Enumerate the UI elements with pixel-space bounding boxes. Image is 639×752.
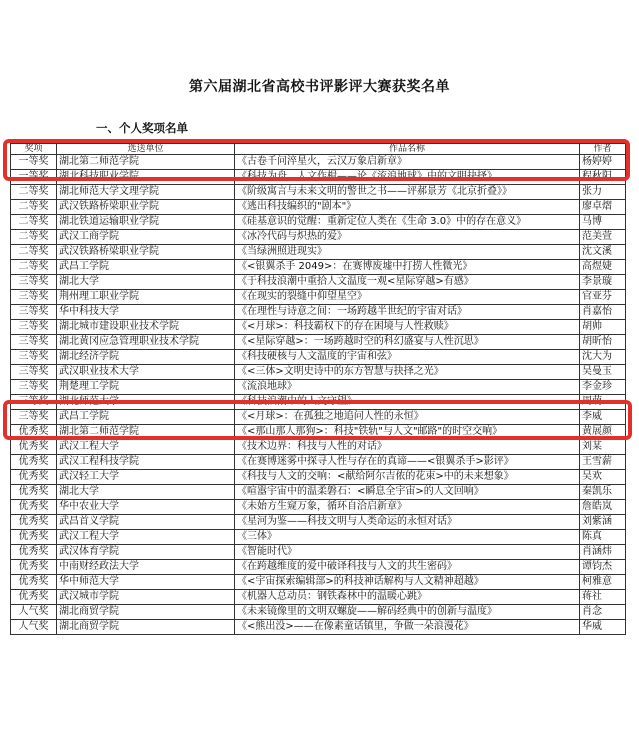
cell-author: 黄展颜 [580, 425, 626, 440]
cell-award: 三等奖 [11, 305, 57, 320]
cell-author: 胡昕怡 [580, 335, 626, 350]
table-row [11, 500, 626, 515]
cell-author: 马博 [580, 215, 626, 230]
table-row [11, 185, 626, 200]
cell-work: 《技术边界：科技与人性的对话》 [235, 440, 580, 455]
cell-author: 华威 [580, 620, 626, 635]
section-title: 一、个人奖项名单 [96, 121, 188, 135]
cell-award: 二等奖 [11, 245, 57, 260]
table-row [11, 380, 626, 395]
cell-unit: 中南财经政法大学 [57, 560, 235, 575]
table-row [11, 590, 626, 605]
cell-award: 二等奖 [11, 230, 57, 245]
cell-award: 优秀奖 [11, 440, 57, 455]
cell-award: 优秀奖 [11, 500, 57, 515]
table-row [11, 305, 626, 320]
cell-unit: 武汉工程大学 [57, 530, 235, 545]
table-row [11, 620, 626, 635]
cell-work: 《科技为舟，人文作楫——论《流浪地球》中的文明抉择》 [235, 170, 580, 185]
cell-unit: 武汉轻工大学 [57, 470, 235, 485]
cell-award: 优秀奖 [11, 545, 57, 560]
header-work: 作品名称 [235, 144, 580, 155]
table-header-row [11, 144, 626, 155]
cell-unit: 武汉铁路桥梁职业学院 [57, 245, 235, 260]
table-row [11, 515, 626, 530]
cell-unit: 湖北师范大学 [57, 395, 235, 410]
cell-work: 《<那山那人那狗>：科技"铁轨"与人文"邮路"的时空交响》 [235, 425, 580, 440]
cell-unit: 武汉工程科技学院 [57, 455, 235, 470]
cell-author: 吴曼玉 [580, 365, 626, 380]
table-row [11, 245, 626, 260]
cell-author: 肖嘉怡 [580, 305, 626, 320]
cell-work: 《智能时代》 [235, 545, 580, 560]
table-row [11, 440, 626, 455]
cell-work: 《三体》 [235, 530, 580, 545]
table-row [11, 230, 626, 245]
cell-work: 《<宇宙探索编辑部>的科技神话解构与人文精神超越》 [235, 575, 580, 590]
cell-award: 优秀奖 [11, 425, 57, 440]
table-row [11, 470, 626, 485]
table-row [11, 560, 626, 575]
cell-work: 《星河为鉴——科技文明与人类命运的永恒对话》 [235, 515, 580, 530]
cell-work: 《在跨越维度的爱中破译科技与人文的共生密码》 [235, 560, 580, 575]
cell-author: 谭钧杰 [580, 560, 626, 575]
cell-unit: 武昌工学院 [57, 260, 235, 275]
cell-author: 张力 [580, 185, 626, 200]
cell-award: 三等奖 [11, 320, 57, 335]
cell-unit: 湖北铁道运输职业学院 [57, 215, 235, 230]
cell-award: 二等奖 [11, 200, 57, 215]
table-row [11, 575, 626, 590]
header-author: 作者 [580, 144, 626, 155]
cell-author: 范美萱 [580, 230, 626, 245]
award-table [10, 143, 626, 635]
cell-award: 优秀奖 [11, 560, 57, 575]
cell-award: 优秀奖 [11, 515, 57, 530]
cell-work: 《流浪地球》 [235, 380, 580, 395]
cell-work: 《科技硬核与人文温度的宇宙和弦》 [235, 350, 580, 365]
cell-award: 优秀奖 [11, 590, 57, 605]
cell-work: 《阶级寓言与未来文明的警世之书——评郝景芳《北京折叠》》 [235, 185, 580, 200]
cell-award: 人气奖 [11, 620, 57, 635]
cell-work: 《<银翼杀手 2049>：在赛博废墟中打捞人性微光》 [235, 260, 580, 275]
cell-author: 秦凯乐 [580, 485, 626, 500]
cell-work: 《逃出科技编织的"剧本"》 [235, 200, 580, 215]
cell-award: 人气奖 [11, 605, 57, 620]
cell-award: 一等奖 [11, 155, 57, 170]
cell-award: 三等奖 [11, 380, 57, 395]
table-row [11, 260, 626, 275]
cell-work: 《在理性与诗意之间：一场跨越半世纪的宇宙对话》 [235, 305, 580, 320]
cell-award: 三等奖 [11, 365, 57, 380]
cell-unit: 湖北大学 [57, 275, 235, 290]
cell-author: 李景璇 [580, 275, 626, 290]
cell-unit: 湖北黄冈应急管理职业技术学院 [57, 335, 235, 350]
cell-author: 蒋社 [580, 590, 626, 605]
cell-author: 刘紫涵 [580, 515, 626, 530]
cell-unit: 荆楚理工学院 [57, 380, 235, 395]
cell-author: 廖卓熠 [580, 200, 626, 215]
cell-award: 二等奖 [11, 260, 57, 275]
cell-author: 吴欢 [580, 470, 626, 485]
cell-author: 沈大为 [580, 350, 626, 365]
table-row [11, 410, 626, 425]
cell-author: 刘某 [580, 440, 626, 455]
cell-unit: 武昌工学院 [57, 410, 235, 425]
cell-author: 李金珍 [580, 380, 626, 395]
cell-unit: 武汉城市学院 [57, 590, 235, 605]
cell-author: 李威 [580, 410, 626, 425]
cell-unit: 武汉体育学院 [57, 545, 235, 560]
table-row [11, 350, 626, 365]
table-row [11, 530, 626, 545]
cell-unit: 武汉职业技术大学 [57, 365, 235, 380]
cell-unit: 湖北商贸学院 [57, 620, 235, 635]
cell-work: 《当绿洲照进现实》 [235, 245, 580, 260]
cell-work: 《在赛博迷雾中探寻人性与存在的真谛——<银翼杀手>影评》 [235, 455, 580, 470]
cell-author: 官亚芬 [580, 290, 626, 305]
cell-unit: 湖北第二师范学院 [57, 425, 235, 440]
table-row [11, 200, 626, 215]
table-row [11, 155, 626, 170]
cell-work: 《于科技浪潮中重拾人文温度一观<星际穿越>有感》 [235, 275, 580, 290]
table-row [11, 425, 626, 440]
table-body [11, 155, 626, 635]
cell-award: 三等奖 [11, 350, 57, 365]
cell-work: 《喧嚣宇宙中的温柔磐石：<瞬息全宇宙>的人文回响》 [235, 485, 580, 500]
table-row [11, 455, 626, 470]
cell-work: 《古卷千问淬星火，云汉万象启新章》 [235, 155, 580, 170]
table-row [11, 275, 626, 290]
table-row [11, 335, 626, 350]
cell-work: 《未来镜像里的文明双螺旋——解码经典中的创新与温度》 [235, 605, 580, 620]
cell-work: 《<三体>文明史诗中的东方智慧与抉择之光》 [235, 365, 580, 380]
cell-author: 高煜婕 [580, 260, 626, 275]
cell-award: 三等奖 [11, 395, 57, 410]
cell-award: 优秀奖 [11, 485, 57, 500]
cell-work: 《机器人总动员：钢铁森林中的温暖心跳》 [235, 590, 580, 605]
cell-award: 二等奖 [11, 215, 57, 230]
cell-award: 一等奖 [11, 170, 57, 185]
table-row [11, 170, 626, 185]
header-award: 奖项 [11, 144, 57, 155]
cell-award: 优秀奖 [11, 470, 57, 485]
cell-unit: 湖北科技职业学院 [57, 170, 235, 185]
cell-author: 肖念 [580, 605, 626, 620]
cell-author: 肖涵炜 [580, 545, 626, 560]
cell-work: 《硅基意识的觉醒：重新定位人类在《生命 3.0》中的存在意义》 [235, 215, 580, 230]
cell-unit: 湖北大学 [57, 485, 235, 500]
cell-author: 柯雅意 [580, 575, 626, 590]
cell-award: 三等奖 [11, 275, 57, 290]
cell-work: 《<月球>：在孤独之地追问人性的永恒》 [235, 410, 580, 425]
table-row [11, 290, 626, 305]
table-row [11, 320, 626, 335]
cell-unit: 华中农业大学 [57, 500, 235, 515]
page-title: 第六届湖北省高校书评影评大赛获奖名单 [189, 79, 450, 95]
cell-award: 优秀奖 [11, 530, 57, 545]
cell-award: 三等奖 [11, 410, 57, 425]
cell-author: 王雪薪 [580, 455, 626, 470]
cell-author: 陈真 [580, 530, 626, 545]
cell-author: 胡帅 [580, 320, 626, 335]
cell-unit: 武汉工商学院 [57, 230, 235, 245]
cell-award: 二等奖 [11, 185, 57, 200]
cell-unit: 武汉工程大学 [57, 440, 235, 455]
cell-award: 优秀奖 [11, 575, 57, 590]
cell-author: 程秋阳 [580, 170, 626, 185]
cell-unit: 湖北城市建设职业技术学院 [57, 320, 235, 335]
cell-work: 《未始方生窥万象，循环自洽启新章》 [235, 500, 580, 515]
cell-author: 周萌 [580, 395, 626, 410]
cell-work: 《<星际穿越>：一场跨越时空的科幻盛宴与人性沉思》 [235, 335, 580, 350]
cell-unit: 武昌首义学院 [57, 515, 235, 530]
table-row [11, 365, 626, 380]
cell-author: 杨婷婷 [580, 155, 626, 170]
cell-unit: 荆州理工职业学院 [57, 290, 235, 305]
table-row [11, 605, 626, 620]
cell-work: 《<月球>：科技霸权下的存在困境与人性救赎》 [235, 320, 580, 335]
cell-unit: 湖北经济学院 [57, 350, 235, 365]
cell-work: 《<熊出没>——在像素童话镇里，争做一朵浪漫花》 [235, 620, 580, 635]
cell-award: 三等奖 [11, 335, 57, 350]
cell-unit: 湖北师范大学文理学院 [57, 185, 235, 200]
cell-award: 三等奖 [11, 290, 57, 305]
cell-work: 《冰冷代码与炽热的爱》 [235, 230, 580, 245]
header-unit: 选送单位 [57, 144, 235, 155]
cell-work: 《在现实的裂缝中仰望星空》 [235, 290, 580, 305]
cell-work: 《科技与人文的交响：<献给阿尔吉侬的花束>中的未来想象》 [235, 470, 580, 485]
cell-unit: 武汉铁路桥梁职业学院 [57, 200, 235, 215]
table-row [11, 395, 626, 410]
cell-award: 优秀奖 [11, 455, 57, 470]
cell-unit: 华中师范大学 [57, 575, 235, 590]
cell-author: 詹皓岚 [580, 500, 626, 515]
award-table-wrapper [10, 143, 625, 635]
cell-author: 沈文溪 [580, 245, 626, 260]
table-row [11, 215, 626, 230]
cell-unit: 湖北第二师范学院 [57, 155, 235, 170]
table-row [11, 485, 626, 500]
cell-unit: 华中科技大学 [57, 305, 235, 320]
cell-work: 《科技浪潮中的人文守望》 [235, 395, 580, 410]
cell-unit: 湖北商贸学院 [57, 605, 235, 620]
table-row [11, 545, 626, 560]
